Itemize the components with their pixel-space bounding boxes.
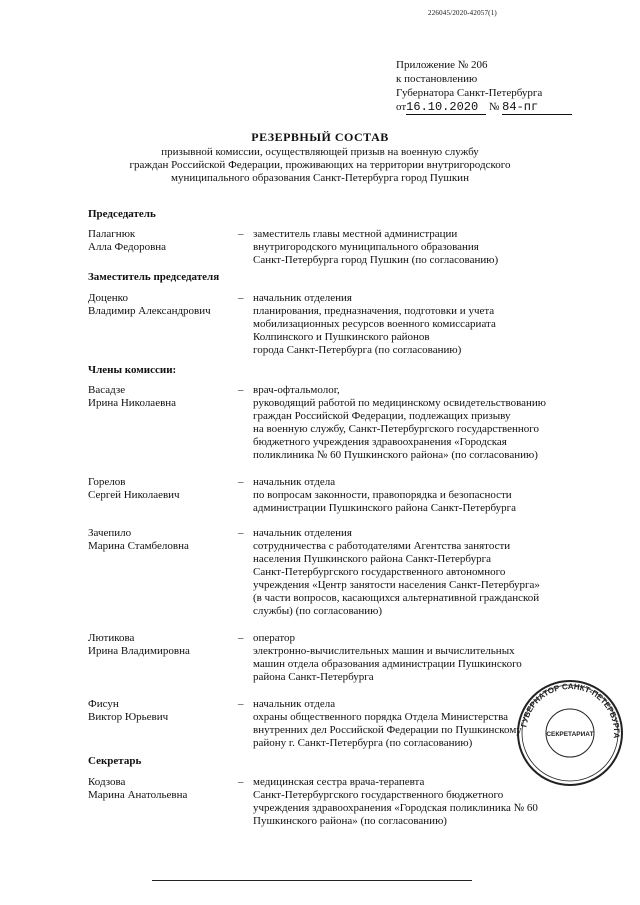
role-line: руководящий работой по медицинскому освидетельствованию <box>253 397 547 409</box>
member-name <box>88 632 238 658</box>
role-line: оператор <box>253 632 296 644</box>
dash: – <box>238 632 244 644</box>
appendix-line-2: к постановлению <box>396 73 478 85</box>
given-names: Ирина Владимировна <box>88 645 190 657</box>
surname: Васадзе <box>88 384 126 396</box>
surname: Лютикова <box>88 632 135 644</box>
dash: – <box>238 776 244 788</box>
role-line: начальник отделения <box>253 527 352 539</box>
role-line: города Санкт-Петербурга (по согласованию) <box>253 344 462 356</box>
role-line: Санкт-Петербургского государственного бюджетного <box>253 789 504 801</box>
member-role <box>253 476 613 515</box>
role-line: начальник отделения <box>253 292 352 304</box>
role-line: электронно-вычислительных машин и вычислительных <box>253 645 515 657</box>
role-line: администрации Пушкинского района Санкт-Петербурга <box>253 502 517 514</box>
surname: Палагнюк <box>88 228 136 240</box>
document-id: 226045/2020-42057(1) <box>428 9 497 17</box>
role-line: Санкт-Петербургского государственного автономного <box>253 566 506 578</box>
role-line: граждан Российской Федерации, подлежащих призыву <box>253 410 511 422</box>
member-name <box>88 698 238 724</box>
role-line: бюджетного учреждения здравоохранения «Городская <box>253 436 507 448</box>
role-line: охраны общественного порядка Отдела Министерства <box>253 711 509 723</box>
dash: – <box>238 476 244 488</box>
member-role <box>253 292 613 357</box>
given-names: Марина Стамбеловна <box>88 540 189 552</box>
role-line: по вопросам законности, правопорядка и безопасности <box>253 489 512 501</box>
subtitle-line-2: граждан Российской Федерации, проживающих на территории внутригородского <box>129 159 511 171</box>
appendix-block <box>396 58 572 115</box>
role-line: поликлиника № 60 Пушкинского района» (по согласованию) <box>253 449 538 461</box>
surname: Кодзова <box>88 776 126 788</box>
member-name <box>88 776 238 802</box>
role-line: заместитель главы местной администрации <box>253 228 458 240</box>
section-chair: Председатель <box>88 208 156 220</box>
member-name <box>88 228 238 254</box>
given-names: Виктор Юрьевич <box>88 711 169 723</box>
surname: Горелов <box>88 476 126 488</box>
appendix-date-line <box>396 100 572 115</box>
given-names: Алла Федоровна <box>88 241 167 253</box>
member-role <box>253 632 613 684</box>
role-line: медицинская сестра врача-терапевта <box>253 776 425 788</box>
dash: – <box>238 698 244 710</box>
dash: – <box>238 384 244 396</box>
date-prefix: от <box>396 101 407 113</box>
role-line: начальник отдела <box>253 476 336 488</box>
role-line: мобилизационных ресурсов военного комиссариата <box>253 318 496 330</box>
section-members: Члены комиссии: <box>88 364 177 376</box>
appendix-line-3: Губернатора Санкт-Петербурга <box>396 87 543 99</box>
stamp-outer-text: ГУБЕРНАТОР САНКТ-ПЕТЕРБУРГА <box>519 681 622 739</box>
member-name <box>88 476 238 502</box>
subtitle-line-3: муниципального образования Санкт-Петербурга город Пушкин <box>171 172 469 184</box>
role-line: учреждения «Центр занятости населения Санкт-Петербурга» <box>253 579 540 591</box>
role-line: внутренних дел Российской Федерации по Пушкинскому <box>253 724 522 736</box>
role-line: району г. Санкт-Петербурга (по согласованию) <box>253 737 473 749</box>
role-line: планирования, предназначения, подготовки и учета <box>253 305 495 317</box>
subtitle-line-1: призывной комиссии, осуществляющей призыв на военную службу <box>161 146 479 158</box>
dash: – <box>238 527 244 539</box>
appendix-date: 16.10.2020 <box>406 100 486 115</box>
bottom-rule <box>152 880 472 882</box>
surname: Зачепило <box>88 527 132 539</box>
appendix-line-1: Приложение № 206 <box>396 59 488 71</box>
surname: Доценко <box>88 292 128 304</box>
member-role <box>253 527 613 618</box>
dash: – <box>238 228 244 240</box>
section-vice-chair: Заместитель председателя <box>88 271 220 283</box>
given-names: Сергей Николаевич <box>88 489 180 501</box>
member-name <box>88 527 238 553</box>
role-line: внутригородского муниципального образования <box>253 241 479 253</box>
document-subtitle <box>0 146 640 185</box>
document-title: РЕЗЕРВНЫЙ СОСТАВ <box>251 130 389 144</box>
role-line: на военную службу, Санкт-Петербургского государственного <box>253 423 540 435</box>
appendix-number: 84-пг <box>502 100 572 115</box>
given-names: Владимир Александрович <box>88 305 211 317</box>
stamp-center-text: СЕКРЕТАРИАТ <box>546 731 594 738</box>
member-role <box>253 228 613 267</box>
role-line: начальник отдела <box>253 698 336 710</box>
role-line: сотрудничества с работодателями Агентства занятости <box>253 540 511 552</box>
role-line: врач-офтальмолог, <box>253 384 340 396</box>
role-line: Пушкинского района» (по согласованию) <box>253 815 447 827</box>
role-line: Санкт-Петербурга город Пушкин (по согласованию) <box>253 254 499 266</box>
given-names: Ирина Николаевна <box>88 397 177 409</box>
member-name <box>88 292 238 318</box>
member-role <box>253 384 613 462</box>
role-line: (в части вопросов, касающихся альтернативной гражданской <box>253 592 540 604</box>
role-line: населения Пушкинского района Санкт-Петербурга <box>253 553 491 565</box>
role-line: Колпинского и Пушкинского районов <box>253 331 430 343</box>
section-secretary: Секретарь <box>88 755 142 767</box>
surname: Фисун <box>88 698 119 710</box>
role-line: учреждения здравоохранения «Городская поликлиника № 60 <box>253 802 538 814</box>
role-line: службы) (по согласованию) <box>253 605 383 617</box>
role-line: машин отдела образования администрации Пушкинского <box>253 658 522 670</box>
number-prefix: № <box>488 101 500 113</box>
member-name <box>88 384 238 410</box>
given-names: Марина Анатольевна <box>88 789 188 801</box>
role-line: района Санкт-Петербурга <box>253 671 374 683</box>
dash: – <box>238 292 244 304</box>
official-stamp <box>515 678 625 788</box>
